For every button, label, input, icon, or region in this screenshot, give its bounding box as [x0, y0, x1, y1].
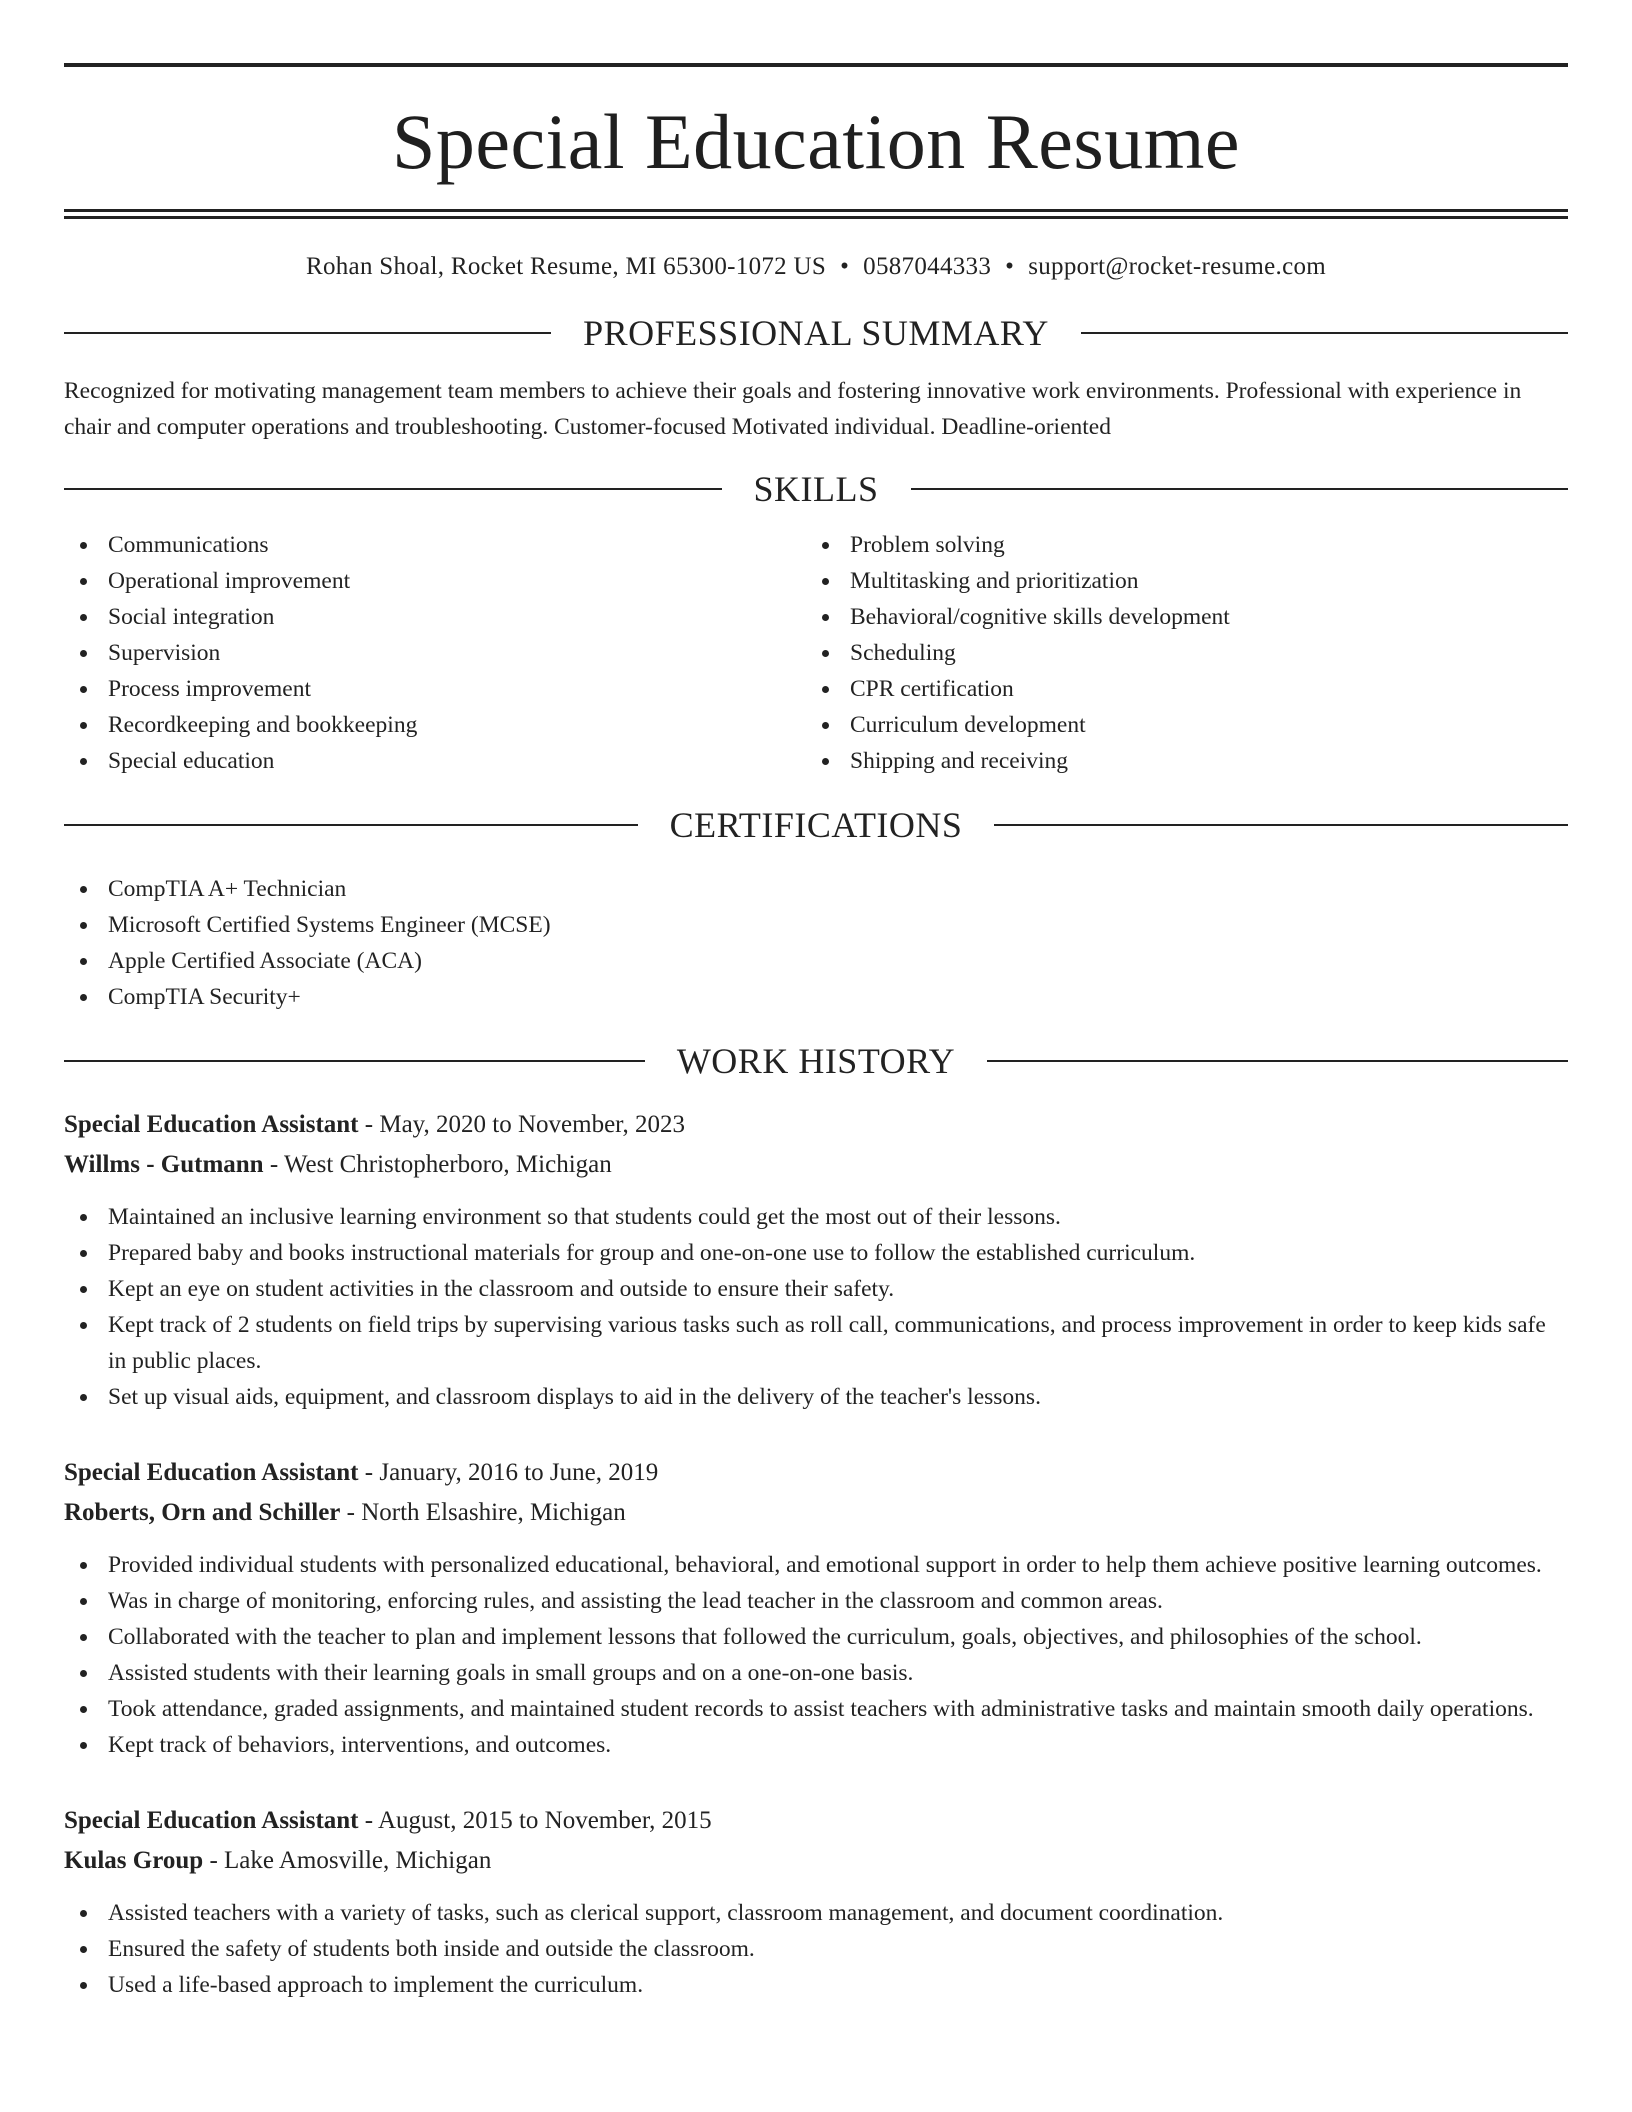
job-company: Kulas Group [64, 1847, 204, 1874]
job-bullet: Collaborated with the teacher to plan and implement lessons that followed the curriculum, goals, objectives, and philosophies of the school. [64, 1619, 1568, 1655]
job-title: Special Education Assistant [64, 1111, 359, 1138]
job-title-line [64, 1105, 1568, 1145]
skill-item: Special education [64, 743, 806, 779]
job-bullet: Kept track of 2 students on field trips by supervising various tasks such as roll call, communications, and process improvement in order to keep kids safe in public places. [64, 1307, 1568, 1379]
section-heading-certifications [64, 807, 1568, 843]
section-heading-work-history [64, 1043, 1568, 1079]
contact-address: Rohan Shoal, Rocket Resume, MI 65300-1072 US [305, 253, 827, 280]
job-title: Special Education Assistant [64, 1807, 359, 1834]
job-bullet: Kept an eye on student activities in the classroom and outside to ensure their safety. [64, 1271, 1568, 1307]
heading-rule-left [64, 332, 551, 334]
resume-title: Special Education Resume [391, 98, 1241, 185]
job-bullets [64, 1547, 1568, 1763]
certification-item: CompTIA Security+ [64, 979, 1568, 1015]
section-heading-skills [64, 471, 1568, 507]
section-title: SKILLS [753, 469, 879, 509]
skill-item: CPR certification [806, 671, 1548, 707]
skill-item: Problem solving [806, 527, 1548, 563]
job-bullet: Prepared baby and books instructional materials for group and one-on-one use to follow the established curriculum. [64, 1235, 1568, 1271]
certification-item: Apple Certified Associate (ACA) [64, 943, 1568, 979]
job-bullet: Ensured the safety of students both inside and outside the classroom. [64, 1931, 1568, 1967]
heading-rule-right [1081, 332, 1568, 334]
job-bullets [64, 1895, 1568, 2003]
skill-item: Operational improvement [64, 563, 806, 599]
skill-item: Social integration [64, 599, 806, 635]
job-bullet: Maintained an inclusive learning environment so that students could get the most out of their lessons. [64, 1199, 1568, 1235]
separator-dot: • [840, 253, 850, 280]
job-bullet: Was in charge of monitoring, enforcing rules, and assisting the lead teacher in the classroom and common areas. [64, 1583, 1568, 1619]
certifications-list [64, 871, 1568, 1015]
skill-item: Behavioral/cognitive skills development [806, 599, 1548, 635]
job-location: - North Elsashire, Michigan [340, 1499, 626, 1526]
contact-email[interactable]: support@rocket-resume.com [1028, 253, 1327, 280]
job-company-line [64, 1493, 1568, 1533]
heading-rule-right [911, 488, 1569, 490]
skill-item: Scheduling [806, 635, 1548, 671]
contact-line [64, 253, 1568, 281]
job-bullets [64, 1199, 1568, 1415]
skill-item: Process improvement [64, 671, 806, 707]
job-entry [64, 1105, 1568, 1415]
job-bullet: Took attendance, graded assignments, and maintained student records to assist teachers with administrative tasks and maintain smooth daily operations. [64, 1691, 1568, 1727]
job-bullet: Kept track of behaviors, interventions, and outcomes. [64, 1727, 1568, 1763]
job-location: - Lake Amosville, Michigan [203, 1847, 492, 1874]
job-entry [64, 1453, 1568, 1763]
job-company-line [64, 1145, 1568, 1185]
skill-item: Multitasking and prioritization [806, 563, 1548, 599]
skill-item: Supervision [64, 635, 806, 671]
section-heading-summary [64, 315, 1568, 351]
contact-phone[interactable]: 0587044333 [863, 253, 992, 280]
certification-item: CompTIA A+ Technician [64, 871, 1568, 907]
job-entry [64, 1801, 1568, 2003]
job-dates: - January, 2016 to June, 2019 [358, 1459, 659, 1486]
section-title: WORK HISTORY [676, 1041, 956, 1081]
skill-item: Curriculum development [806, 707, 1548, 743]
job-bullet: Assisted teachers with a variety of tasks, such as clerical support, classroom management, and document coordination. [64, 1895, 1568, 1931]
skill-item: Recordkeeping and bookkeeping [64, 707, 806, 743]
job-title-line [64, 1801, 1568, 1841]
job-bullet: Provided individual students with personalized educational, behavioral, and emotional support in order to help them achieve positive learning outcomes. [64, 1547, 1568, 1583]
job-title-line [64, 1453, 1568, 1493]
job-bullet: Used a life-based approach to implement the curriculum. [64, 1967, 1568, 2003]
job-company: Willms - Gutmann [64, 1151, 264, 1178]
top-rule [64, 63, 1568, 67]
separator-dot: • [1005, 253, 1015, 280]
section-title: PROFESSIONAL SUMMARY [583, 313, 1049, 353]
skill-item: Shipping and receiving [806, 743, 1548, 779]
heading-rule-left [64, 488, 722, 490]
skills-column-right [806, 527, 1548, 779]
skill-item: Communications [64, 527, 806, 563]
job-dates: - August, 2015 to November, 2015 [358, 1807, 712, 1834]
heading-rule-right [994, 824, 1568, 826]
job-bullet: Assisted students with their learning goals in small groups and on a one-on-one basis. [64, 1655, 1568, 1691]
summary-text: Recognized for motivating management team members to achieve their goals and fostering innovative work environments. Professional with experience in chair and computer operations and troubleshooting. Customer-focused Motivated individual. Deadline-oriented [64, 378, 1522, 440]
section-title: CERTIFICATIONS [669, 805, 963, 845]
job-company-line [64, 1841, 1568, 1881]
job-dates: - May, 2020 to November, 2023 [358, 1111, 686, 1138]
skills-list [64, 527, 1568, 779]
job-bullet: Set up visual aids, equipment, and classroom displays to aid in the delivery of the teacher's lessons. [64, 1379, 1568, 1415]
heading-rule-right [987, 1060, 1568, 1062]
job-title: Special Education Assistant [64, 1459, 359, 1486]
double-rule [64, 209, 1568, 219]
skills-column-left [64, 527, 806, 779]
job-location: - West Christopherboro, Michigan [263, 1151, 612, 1178]
job-company: Roberts, Orn and Schiller [64, 1499, 341, 1526]
heading-rule-left [64, 1060, 645, 1062]
heading-rule-left [64, 824, 638, 826]
resume-page [64, 63, 1568, 2003]
certification-item: Microsoft Certified Systems Engineer (MCSE) [64, 907, 1568, 943]
